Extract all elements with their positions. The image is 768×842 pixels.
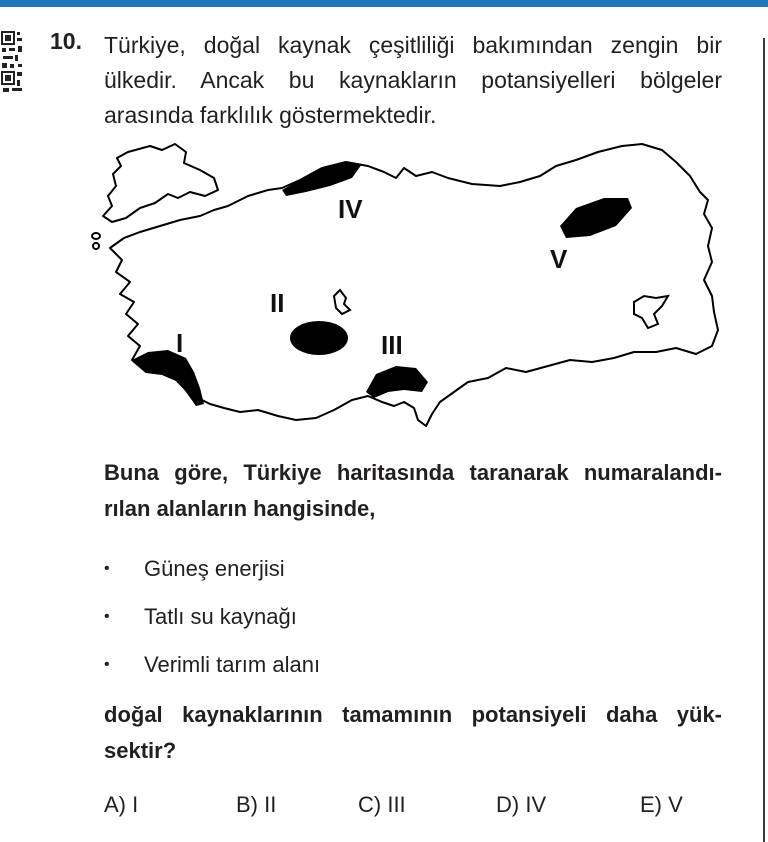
option-c[interactable]: C) III (358, 792, 406, 817)
island (92, 233, 100, 239)
option-a[interactable]: A) I (104, 792, 139, 817)
island (93, 243, 99, 249)
stem-line: ülkedir. Ancak bu kaynakların potansiyelleri bölgeler (104, 67, 722, 93)
question-stem (104, 28, 722, 133)
prompt-line: Buna göre, Türkiye haritasında taranarak numaralandı- (104, 460, 722, 485)
stem-line: Türkiye, doğal kaynak çeşitliliği bakımından zengin bir (104, 32, 722, 58)
region-I-shading (132, 350, 204, 406)
region-label-III: III (381, 330, 403, 360)
option-b[interactable]: B) II (236, 792, 277, 817)
region-label-II: II (270, 288, 285, 318)
option-e[interactable]: E) V (640, 792, 683, 817)
list-item (104, 641, 704, 689)
criteria-list (104, 545, 704, 689)
bullet-icon: • (104, 608, 110, 625)
question-closing (104, 697, 722, 769)
closing-line: doğal kaynaklarının tamamının potansiyeli daha yük- (104, 702, 722, 727)
turkey-map (86, 138, 726, 438)
lake-tuz (334, 290, 350, 314)
thrace-outline (103, 144, 218, 222)
bullet-icon: • (104, 656, 110, 673)
top-color-bar (0, 0, 768, 7)
region-label-IV: IV (338, 194, 363, 224)
option-d[interactable]: D) IV (496, 792, 547, 817)
qr-code-icon (0, 30, 24, 96)
list-item (104, 593, 704, 641)
lake-van (634, 296, 668, 328)
region-label-V: V (550, 244, 568, 274)
bullet-icon: • (104, 560, 110, 577)
closing-line: sektir? (104, 738, 177, 763)
stem-line: arasında farklılık göstermektedir. (104, 102, 437, 128)
list-item (104, 545, 704, 593)
right-margin-rule (763, 38, 765, 842)
region-V-shading (560, 198, 632, 238)
question-prompt (104, 455, 722, 527)
prompt-line: rılan alanların hangisinde, (104, 496, 376, 521)
region-II-shading (290, 321, 348, 355)
question-number: 10. (50, 28, 82, 54)
region-label-I: I (176, 328, 184, 358)
criteria-text: Tatlı su kaynağı (144, 604, 297, 629)
criteria-text: Verimli tarım alanı (144, 652, 321, 677)
region-III-shading (366, 366, 428, 398)
criteria-text: Güneş enerjisi (144, 556, 285, 581)
